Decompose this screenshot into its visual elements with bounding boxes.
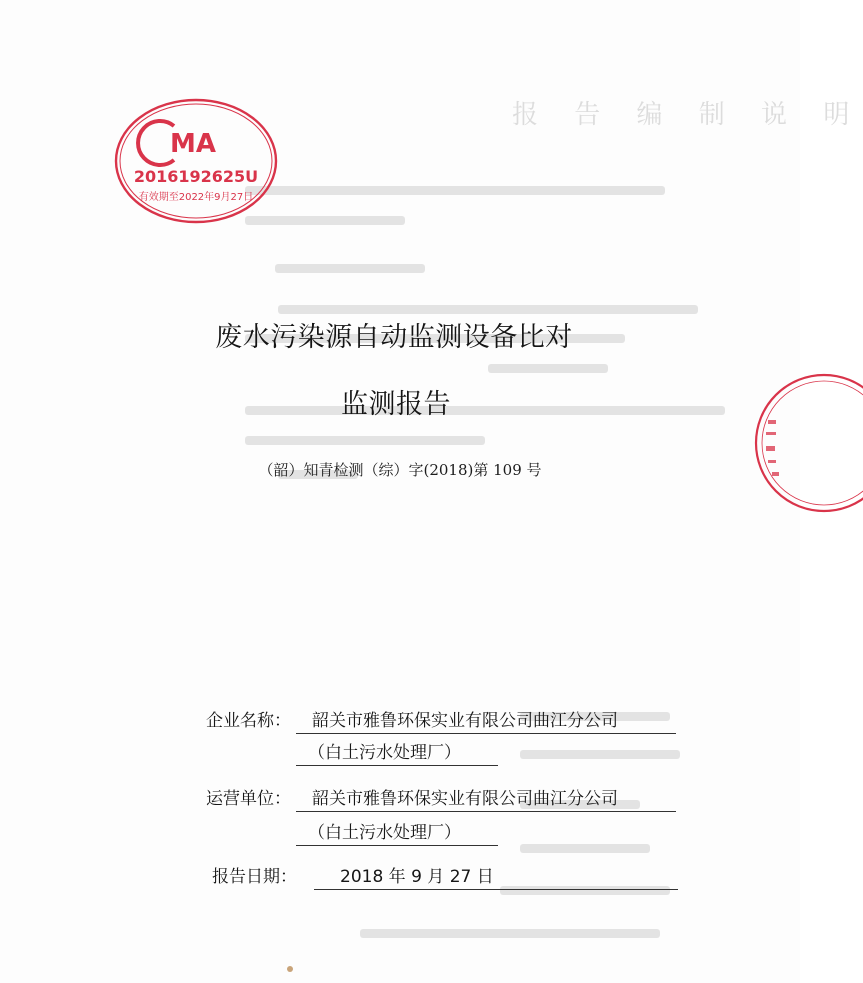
report-date-label: 报告日期： — [212, 867, 297, 887]
operator-value-line-2: （白土污水处理厂） — [296, 818, 498, 846]
bleed-through-line — [275, 264, 425, 273]
company-name-value: 韶关市雅鲁环保实业有限公司曲江分公司 — [296, 706, 676, 734]
stamp-validity: 有效期至2022年9月27日 — [138, 192, 254, 203]
report-title-line-2: 监测报告 — [341, 389, 451, 420]
stamp-code: 2016192625U — [133, 167, 259, 186]
paper-speck — [287, 966, 293, 972]
cma-certification-stamp — [112, 96, 280, 226]
report-number: （韶）知青检测（综）字(2018)第 109 号 — [258, 461, 542, 479]
company-name-label: 企业名称： — [206, 711, 291, 731]
company-name-value-line-2: （白土污水处理厂） — [296, 738, 498, 766]
stamp-mark: MA — [170, 129, 216, 159]
bleed-through-line — [245, 436, 485, 445]
bleed-through-line — [520, 750, 680, 759]
report-date-value: 2018 年 9 月 27 日 — [314, 862, 678, 890]
report-title-line-1: 废水污染源自动监测设备比对 — [215, 322, 573, 353]
operator-label: 运营单位： — [206, 789, 291, 809]
bleed-through-heading: 报 告 编 制 说 明 — [512, 100, 863, 130]
operator-value: 韶关市雅鲁环保实业有限公司曲江分公司 — [296, 784, 676, 812]
bleed-through-line — [360, 929, 660, 938]
bleed-through-line — [488, 364, 608, 373]
bleed-through-line — [278, 305, 698, 314]
bleed-through-line — [245, 186, 665, 195]
bleed-through-line — [520, 844, 650, 853]
